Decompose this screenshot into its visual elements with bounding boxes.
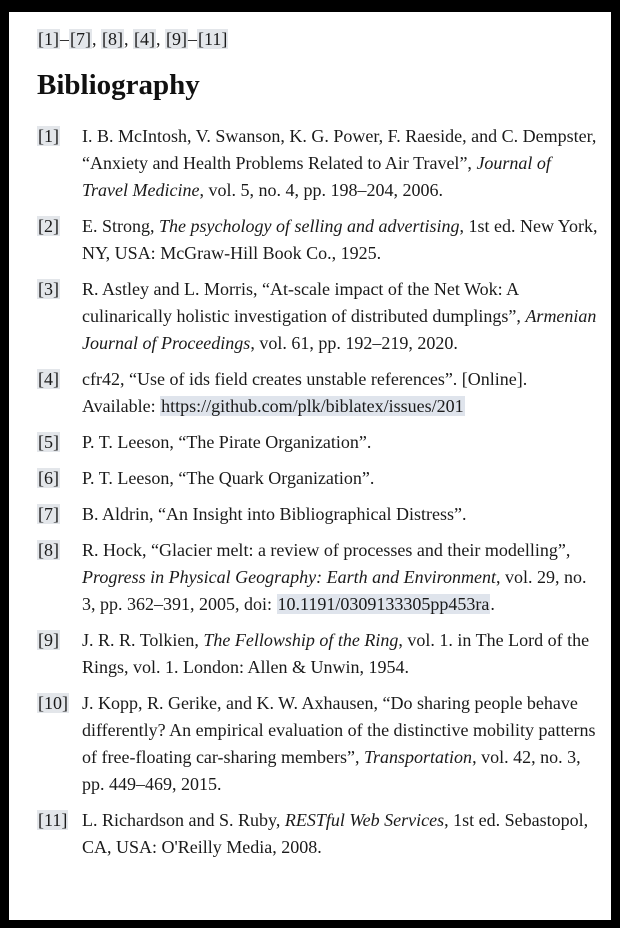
entry-title-italic: Progress in Physical Geography: Earth and Environment [82, 567, 496, 587]
entry-label-cell [37, 276, 82, 303]
entry-label[interactable]: [10] [38, 693, 68, 713]
entry-label-cell [37, 627, 82, 654]
entry-label-cell [37, 213, 82, 240]
entry-text-segment: R. Hock, “Glacier melt: a review of processes and their modelling”, [82, 540, 571, 560]
entry-text-segment: P. T. Leeson, “The Quark Organization”. [82, 468, 375, 488]
citation-separator: , [156, 29, 165, 49]
entry-text [82, 501, 601, 528]
bibliography-entry [37, 501, 611, 528]
citation-link[interactable]: [9] [166, 29, 187, 49]
citation-link[interactable]: [11] [198, 29, 228, 49]
bibliography-entry [37, 537, 611, 618]
citation-line [37, 26, 611, 53]
entry-label-cell [37, 429, 82, 456]
entry-text [82, 123, 601, 204]
entry-label[interactable]: [11] [38, 810, 68, 830]
entry-label-cell [37, 366, 82, 393]
entry-label-cell [37, 690, 82, 717]
entry-label-cell [37, 465, 82, 492]
entry-title-italic: Transportation [364, 747, 473, 767]
entry-label[interactable]: [7] [38, 504, 59, 524]
citation-separator: – [60, 29, 69, 49]
entry-label[interactable]: [5] [38, 432, 59, 452]
citation-link[interactable]: [8] [102, 29, 123, 49]
entry-text-segment: L. Richardson and S. Ruby, [82, 810, 285, 830]
entry-text-segment: J. Kopp, R. Gerike, and K. W. Axhausen, “Do sharing people behave differently? An empirical evaluation of the distinctive mobility patterns of free-floating car-sharing members”, [82, 693, 596, 767]
entry-text-segment: , vol. 42, no. 3, pp. 449–469, 2015. [82, 747, 581, 794]
entry-title-italic: The Fellowship of the Ring [203, 630, 399, 650]
entry-text-segment: P. T. Leeson, “The Pirate Organization”. [82, 432, 372, 452]
entry-label-cell [37, 807, 82, 834]
entry-text-segment: , 1st ed. New York, NY, USA: McGraw-Hill Book Co., 1925. [82, 216, 598, 263]
document-page [9, 12, 611, 920]
citation-separator: – [188, 29, 197, 49]
bibliography-list [37, 123, 611, 861]
entry-text-segment: , vol. 1. in The Lord of the Rings, vol. 1. London: Allen & Unwin, 1954. [82, 630, 590, 677]
entry-text-segment: , vol. 5, no. 4, pp. 198–204, 2006. [199, 180, 443, 200]
entry-link[interactable]: 10.1191/0309133305pp453ra [277, 594, 490, 614]
entry-label[interactable]: [3] [38, 279, 59, 299]
entry-title-italic: The psychology of selling and advertising [159, 216, 460, 236]
entry-label[interactable]: [6] [38, 468, 59, 488]
entry-text [82, 690, 601, 798]
bibliography-entry [37, 807, 611, 861]
entry-text [82, 465, 601, 492]
bibliography-entry [37, 465, 611, 492]
bibliography-heading: Bibliography [37, 69, 200, 101]
entry-text [82, 366, 601, 420]
entry-label[interactable]: [1] [38, 126, 59, 146]
entry-text [82, 213, 601, 267]
entry-text-segment: R. Astley and L. Morris, “At-scale impact of the Net Wok: A culinarically holistic investigation of distributed dumplings”, [82, 279, 526, 326]
entry-text-segment: cfr42, “Use of ids field creates unstable references”. [Online]. Available: [82, 369, 528, 416]
citation-link[interactable]: [7] [70, 29, 91, 49]
entry-text [82, 807, 601, 861]
entry-label-cell [37, 123, 82, 150]
citation-link[interactable]: [4] [134, 29, 155, 49]
entry-text-segment: J. R. R. Tolkien, [82, 630, 204, 650]
entry-text-segment: , 1st ed. Sebastopol, CA, USA: O'Reilly Media, 2008. [82, 810, 589, 857]
entry-link[interactable]: https://github.com/plk/biblatex/issues/201 [161, 396, 464, 416]
entry-title-italic: Armenian Journal of Proceedings [82, 306, 597, 353]
bibliography-entry [37, 276, 611, 357]
bibliography-entry [37, 627, 611, 681]
entry-text-segment: . [490, 594, 495, 614]
entry-text-segment: , vol. 29, no. 3, pp. 362–391, 2005, doi: [82, 567, 587, 614]
bibliography-entry [37, 690, 611, 798]
citation-link[interactable]: [1] [38, 29, 59, 49]
entry-text-segment: B. Aldrin, “An Insight into Bibliographical Distress”. [82, 504, 467, 524]
bibliography-entry [37, 429, 611, 456]
bibliography-entry [37, 213, 611, 267]
entry-label[interactable]: [4] [38, 369, 59, 389]
entry-label[interactable]: [2] [38, 216, 59, 236]
entry-text [82, 429, 601, 456]
citation-separator: , [124, 29, 133, 49]
entry-label-cell [37, 501, 82, 528]
entry-title-italic: RESTful Web Services [284, 810, 445, 830]
bibliography-entry [37, 366, 611, 420]
entry-text [82, 276, 601, 357]
entry-text-segment: , vol. 61, pp. 192–219, 2020. [250, 333, 458, 353]
entry-label-cell [37, 537, 82, 564]
entry-text [82, 627, 601, 681]
entry-text-segment: I. B. McIntosh, V. Swanson, K. G. Power, F. Raeside, and C. Dempster, “Anxiety and Health Problems Related to Air Travel”, [82, 126, 597, 173]
entry-text [82, 537, 601, 618]
entry-label[interactable]: [9] [38, 630, 59, 650]
entry-title-italic: Journal of Travel Medicine [82, 153, 551, 200]
entry-label[interactable]: [8] [38, 540, 59, 560]
citation-separator: , [92, 29, 101, 49]
entry-text-segment: E. Strong, [82, 216, 160, 236]
bibliography-entry [37, 123, 611, 204]
